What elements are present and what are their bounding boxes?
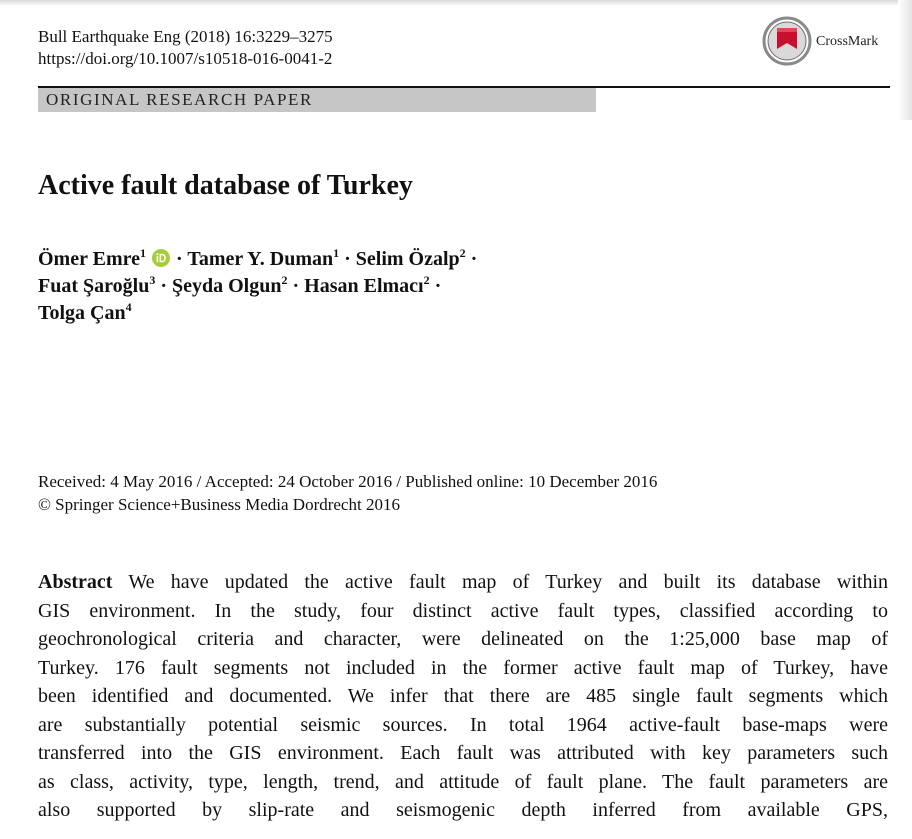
article-category: ORIGINAL RESEARCH PAPER	[46, 90, 313, 109]
crossmark-badge[interactable]	[762, 16, 878, 66]
author-separator: ·	[339, 248, 356, 270]
abstract-line: are substantially potential seismic sources. In total 1964 active-fault base-maps were	[38, 713, 888, 736]
author-list	[38, 246, 878, 327]
author-name[interactable]: Ömer Emre	[38, 248, 141, 270]
author-name[interactable]: Hasan Elmacı	[304, 275, 424, 297]
citation-block	[38, 26, 333, 70]
author-name[interactable]: Selim Özalp	[355, 248, 460, 270]
category-banner	[38, 88, 596, 112]
abstract-line: Turkey. 176 fault segments not included in the former active fault map of Turkey, have	[38, 656, 888, 679]
author-affiliation: 2	[459, 246, 466, 260]
author-affiliation: 1	[333, 246, 340, 260]
page-top-shadow	[0, 0, 912, 6]
author-name[interactable]: Tolga Çan	[38, 302, 126, 324]
abstract-line: been identified and documented. We infer that there are 485 single fault segments which	[38, 685, 888, 707]
crossmark-icon	[762, 16, 812, 66]
abstract	[38, 568, 888, 825]
copyright-line: © Springer Science+Business Media Dordrecht 2016	[38, 495, 400, 514]
journal-citation: Bull Earthquake Eng (2018) 16:3229–3275	[38, 27, 333, 46]
author-name[interactable]: Fuat Şaroğlu	[38, 275, 150, 297]
abstract-line	[38, 568, 888, 597]
author-separator: ·	[287, 275, 305, 297]
abstract-line: as class, activity, type, length, trend, and attitude of fault plane. The fault parameters are	[38, 770, 888, 793]
author-separator: ·	[465, 248, 478, 270]
author-affiliation: 1	[140, 246, 147, 260]
author-separator: ·	[171, 248, 188, 270]
abstract-line: also supported by slip-rate and seismogenic depth inferred from available GPS,	[38, 799, 888, 821]
author-line-2	[38, 273, 878, 300]
author-name[interactable]: Şeyda Olgun	[172, 275, 282, 297]
crossmark-label: CrossMark	[816, 34, 879, 49]
author-separator: ·	[429, 275, 442, 297]
abstract-line-text: We have updated the active fault map of Turkey and built its database within	[128, 571, 889, 593]
orcid-icon[interactable]	[152, 249, 170, 267]
publication-dates	[38, 470, 657, 516]
author-name[interactable]: Tamer Y. Duman	[187, 248, 334, 270]
page-right-shadow	[898, 0, 912, 120]
abstract-line: transferred into the GIS environment. Each fault was attributed with key parameters such	[38, 742, 888, 764]
author-separator: ·	[155, 275, 172, 297]
author-affiliation: 3	[149, 273, 156, 287]
author-affiliation: 4	[125, 300, 132, 314]
author-line-1	[38, 246, 878, 273]
article-title: Active fault database of Turkey	[38, 170, 413, 201]
doi-link[interactable]: https://doi.org/10.1007/s10518-016-0041-2	[38, 49, 333, 68]
abstract-heading: Abstract	[38, 571, 113, 593]
author-line-3	[38, 300, 878, 327]
author-affiliation: 2	[423, 273, 430, 287]
author-affiliation: 2	[281, 273, 288, 287]
abstract-line: GIS environment. In the study, four distinct active fault types, classified according to	[38, 599, 888, 622]
abstract-line: geochronological criteria and character, were delineated on the 1:25,000 base map of	[38, 628, 888, 650]
dates-line: Received: 4 May 2016 / Accepted: 24 October 2016 / Published online: 10 December 2016	[38, 472, 658, 491]
